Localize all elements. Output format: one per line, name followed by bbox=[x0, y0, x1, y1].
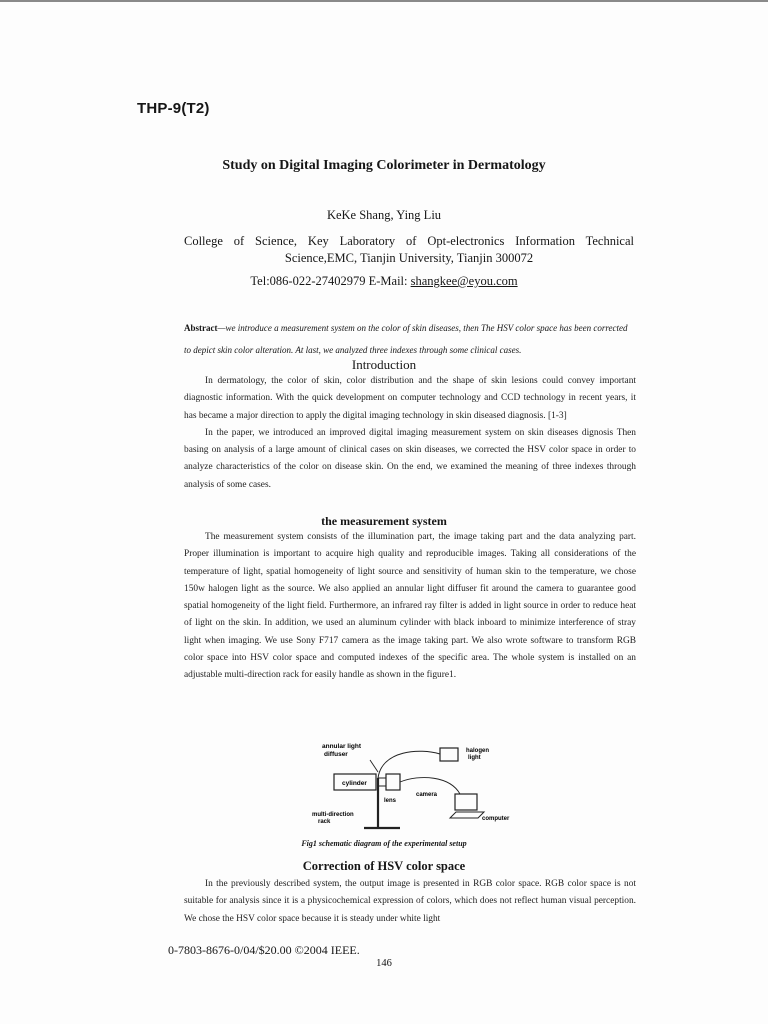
paper-affiliation: College of Science, Key Laboratory of Opt-electronics Information Technical Science,EMC, Tianjin University, Tianjin 300072 bbox=[184, 234, 634, 265]
introduction-body bbox=[184, 373, 636, 494]
lens-box bbox=[378, 778, 386, 786]
contact-phone: Tel:086-022-27402979 E-Mail: bbox=[250, 274, 411, 288]
setup-diagram bbox=[300, 738, 540, 838]
paragraph: In dermatology, the color of skin, color distribution and the shape of skin lesions could convey important diagnostic information. With the quick development on computer technology and CCD technology in recent years, it has became a major direction to apply the digital imaging technology in skin diseased diagnosis. [1-3] bbox=[184, 376, 636, 421]
camera-box bbox=[386, 774, 400, 790]
abstract-text: —we introduce a measurement system on the color of skin diseases, then The HSV color space has been corrected to depict skin color alteration. At last, we analyzed three indexes through some clinical cases. bbox=[184, 323, 628, 355]
hsv-body bbox=[184, 876, 636, 928]
label-diffuser-2: diffuser bbox=[324, 751, 348, 758]
computer-base bbox=[450, 812, 484, 818]
label-diffuser-1: annular light bbox=[322, 743, 361, 750]
copyright-line: 0-7803-8676-0/04/$20.00 ©2004 IEEE. bbox=[168, 943, 360, 957]
computer-screen bbox=[455, 794, 477, 810]
section-heading-measurement: the measurement system bbox=[321, 514, 447, 528]
figure-caption: Fig1 schematic diagram of the experimental setup bbox=[301, 839, 467, 848]
paragraph: In the previously described system, the output image is presented in RGB color space. RGB color space is not suitable for analysis since it is a physicochemical expression of colors, which does not reflect human visual perception. We chose the HSV color space because it is steady under white light bbox=[184, 879, 636, 924]
diffuser-leader bbox=[370, 760, 378, 772]
section-heading-introduction: Introduction bbox=[351, 357, 417, 372]
paper-code: THP-9(T2) bbox=[137, 100, 210, 117]
contact-email[interactable]: shangkee@eyou.com bbox=[410, 274, 518, 288]
measurement-body bbox=[184, 529, 636, 685]
label-cylinder: cylinder bbox=[342, 780, 367, 787]
label-camera: camera bbox=[416, 792, 438, 798]
paragraph: In the paper, we introduced an improved digital imaging measurement system on skin diseases dignosis Then basing on analysis of a large amount of clinical cases on skin diseases, we corrected the HSV color space in order to analyze characteristics of the color on disease skin. On the end, we examined the meaning of three indexes through analysis of some cases. bbox=[184, 427, 636, 490]
label-lens: lens bbox=[384, 798, 397, 804]
section-heading-hsv: Correction of HSV color space bbox=[302, 859, 466, 873]
label-rack-2: rack bbox=[318, 819, 331, 825]
paper-title: Study on Digital Imaging Colorimeter in Dermatology bbox=[222, 158, 546, 173]
paragraph: The measurement system consists of the illumination part, the image taking part and the data analyzing part. Proper illumination is important to acquire high quality and reproducible images. Taking all considerations of the temperature of light, spatial homogeneity of light source and sensitivity of human skin to the temperature, we chose 150w halogen light as the source. We also applied an annular light diffuser fit around the camera to guarantee good spatial homogeneity of the light field. Furthermore, an infrared ray filter is added in light source in order to reduce heat of light on the skin. In addition, we used an aluminum cylinder with black inboard to minimize interference of stray light when imaging. We use Sony F717 camera as the image taking part. We also wrote software to transform RGB color space into HSV color space and computed indexes of the specific area. The whole system is installed on an adjustable multi-direction rack for easily handle as shown in the figure1. bbox=[184, 532, 636, 681]
label-computer: computer bbox=[482, 816, 510, 822]
halogen-light-box bbox=[440, 748, 458, 761]
label-rack-1: multi-direction bbox=[312, 812, 354, 818]
page-number: 146 bbox=[376, 958, 392, 969]
page-top-border bbox=[0, 0, 768, 2]
abstract-label: Abstract bbox=[184, 323, 218, 333]
label-halogen-2: light bbox=[468, 755, 481, 761]
paper-authors: KeKe Shang, Ying Liu bbox=[326, 208, 442, 222]
paper-contact bbox=[0, 274, 768, 289]
abstract bbox=[184, 317, 636, 361]
label-halogen-1: halogen bbox=[466, 748, 490, 754]
